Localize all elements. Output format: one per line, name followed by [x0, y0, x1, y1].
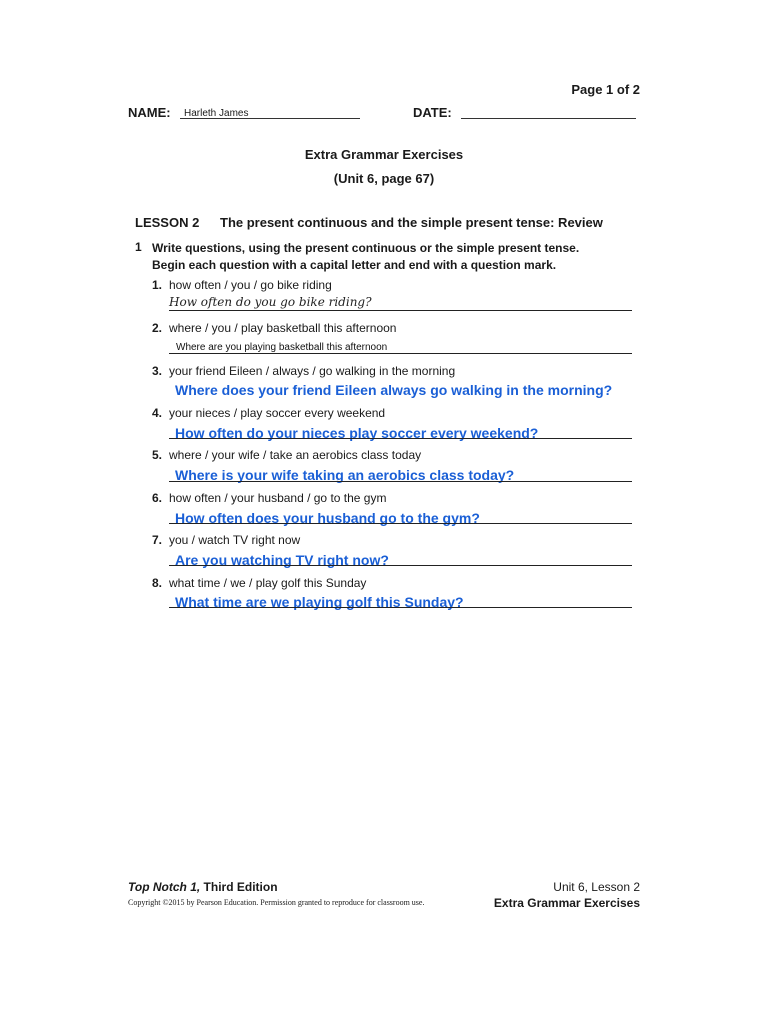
question-prompt: you / watch TV right now — [169, 533, 301, 547]
answer-line — [169, 438, 632, 439]
answer-text[interactable]: How often do your nieces play soccer every weekend? — [175, 425, 539, 441]
answer-text[interactable]: Where is your wife taking an aerobics class today? — [175, 467, 515, 483]
question-number: 7. — [151, 533, 162, 547]
answer-text[interactable]: Are you watching TV right now? — [175, 552, 389, 568]
answer-text[interactable]: Where are you playing basketball this afternoon — [176, 342, 388, 353]
date-field[interactable] — [461, 118, 636, 119]
answer-text[interactable]: How often does your husband go to the gym? — [175, 510, 480, 526]
lesson-title: The present continuous and the simple present tense: Review — [220, 215, 603, 230]
question-number: 2. — [151, 321, 162, 335]
name-label: NAME: — [128, 105, 171, 120]
answer-line — [169, 607, 632, 608]
footer-book-title — [128, 880, 278, 894]
page-subtitle: (Unit 6, page 67) — [333, 171, 435, 186]
question-prompt: your friend Eileen / always / go walking in the morning — [169, 364, 456, 378]
instruction-line-1: Write questions, using the present continuous or the simple present tense. — [152, 241, 580, 255]
question-number: 4. — [151, 406, 162, 420]
footer-unit-lesson: Unit 6, Lesson 2 — [553, 880, 640, 894]
date-label: DATE: — [413, 105, 452, 120]
answer-line — [169, 310, 632, 311]
page-number: Page 1 of 2 — [571, 82, 640, 97]
page-title: Extra Grammar Exercises — [304, 147, 464, 162]
footer-section: Extra Grammar Exercises — [493, 896, 640, 910]
footer-book-name: Top Notch 1, — [128, 880, 201, 894]
lesson-number: LESSON 2 — [135, 215, 200, 230]
answer-line — [169, 353, 632, 354]
answer-text[interactable]: What time are we playing golf this Sunday? — [175, 594, 464, 610]
question-number: 1. — [151, 278, 162, 292]
question-prompt: where / your wife / take an aerobics class today — [169, 448, 422, 462]
question-prompt: how often / your husband / go to the gym — [169, 491, 387, 505]
question-number: 5. — [151, 448, 162, 462]
question-prompt: where / you / play basketball this afternoon — [169, 321, 397, 335]
answer-line — [169, 481, 632, 482]
answer-line — [169, 523, 632, 524]
footer-edition: Third Edition — [200, 880, 278, 894]
question-prompt: how often / you / go bike riding — [169, 278, 332, 292]
question-number: 6. — [151, 491, 162, 505]
answer-text[interactable]: How often do you go bike riding? — [169, 295, 372, 309]
question-prompt: your nieces / play soccer every weekend — [169, 406, 386, 420]
exercise-number: 1 — [135, 240, 142, 254]
question-prompt: what time / we / play golf this Sunday — [169, 576, 367, 590]
question-number: 8. — [151, 576, 162, 590]
name-field[interactable]: Harleth James — [184, 108, 249, 119]
answer-text[interactable]: Where does your friend Eileen always go walking in the morning? — [175, 382, 613, 398]
footer-copyright: Copyright ©2015 by Pearson Education. Permission granted to reproduce for classroom use. — [128, 898, 425, 907]
answer-line — [169, 565, 632, 566]
instruction-line-2: Begin each question with a capital letter and end with a question mark. — [152, 258, 557, 272]
question-number: 3. — [151, 364, 162, 378]
exercise-instructions — [152, 240, 579, 274]
